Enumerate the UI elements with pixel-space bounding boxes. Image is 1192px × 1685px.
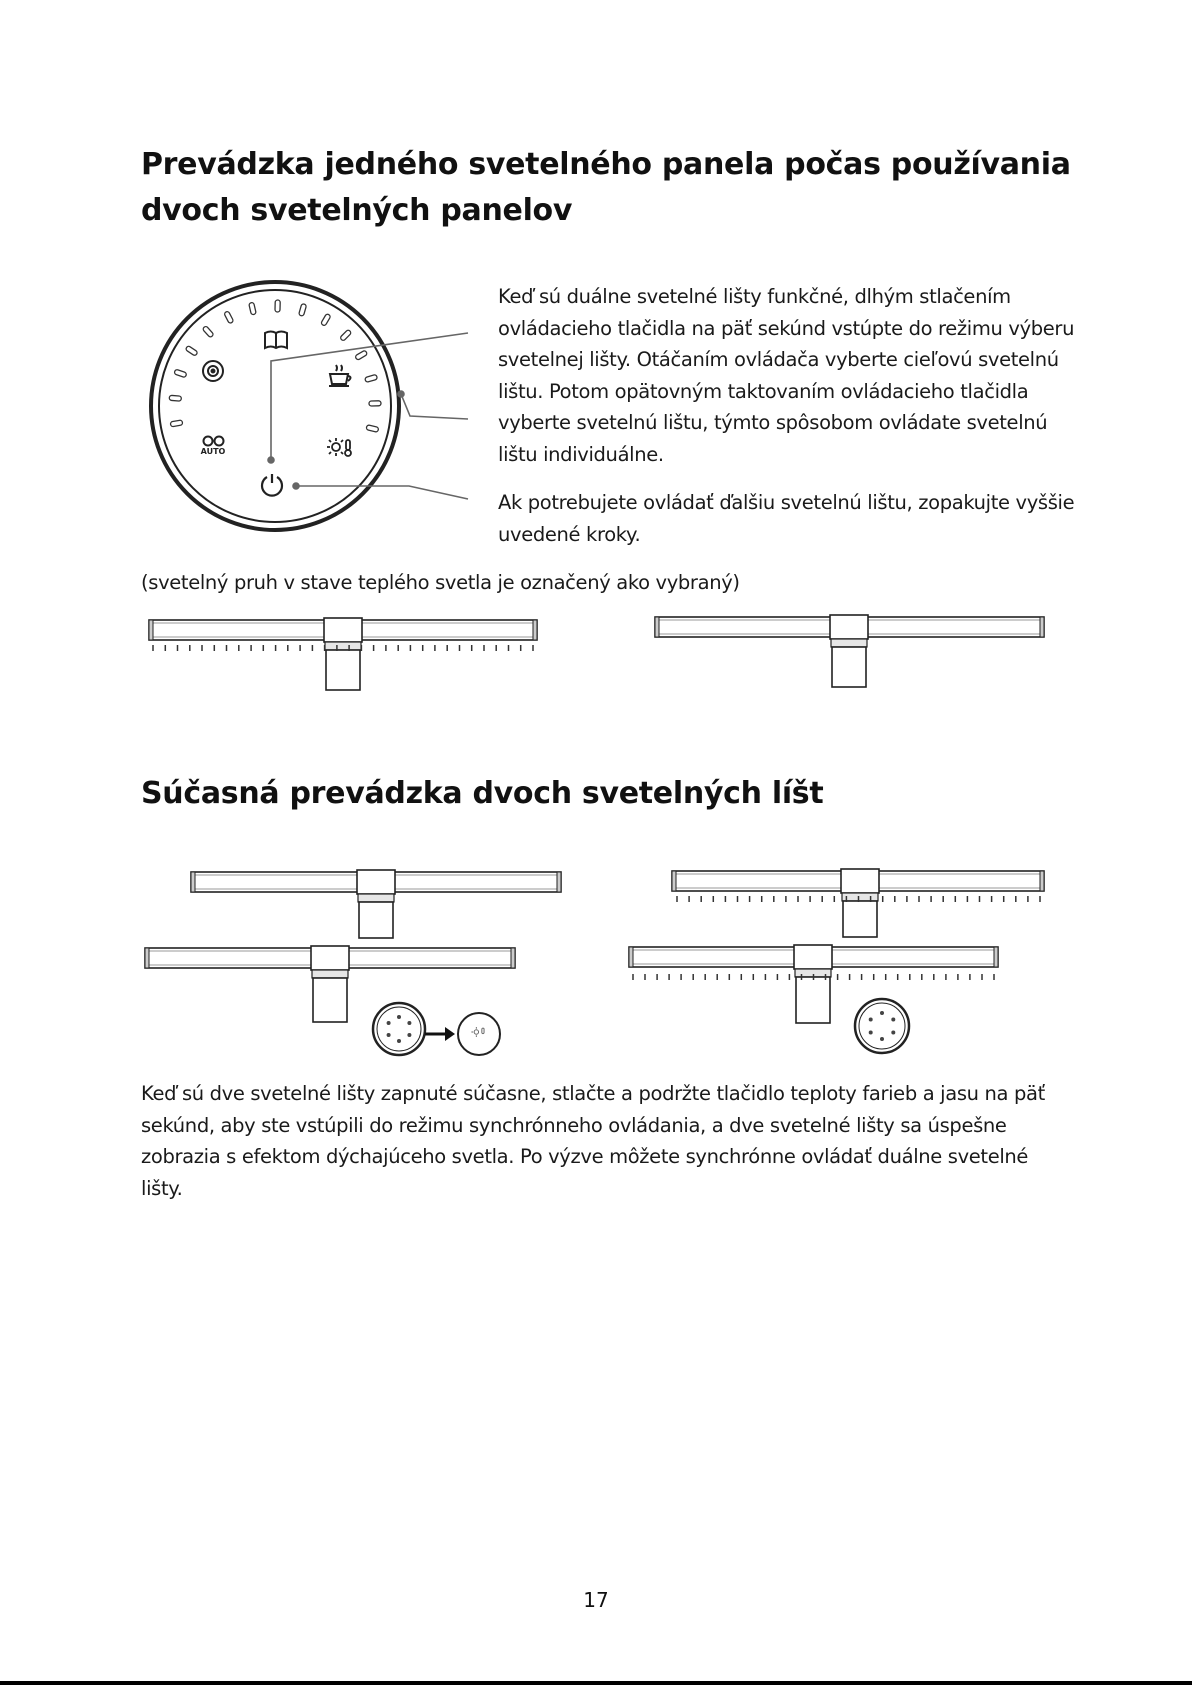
paragraph-sync-mode: Keď sú dve svetelné lišty zapnuté súčasne, stlačte a podržte tlačidlo teploty farieb a jasu na päť sekúnd, aby ste vstúpili do režimu synchrónneho ovládania, a dve svetelné lišty sa úspešne zobrazia s efektom dýchajúceho svetla. Po výzve môžete synchrónne ovládať duálne svetelné lišty. xyxy=(141,1082,1045,1200)
bar-clamp xyxy=(794,945,832,1023)
light-bars xyxy=(145,615,1044,1023)
dial-icon-dot xyxy=(397,1015,401,1019)
heading-single-bar: Prevádzka jedného svetelného panela počas používania dvoch svetelných panelov xyxy=(141,147,1071,228)
heading-sync-operation: Súčasná prevádzka dvoch svetelných líšt xyxy=(141,776,824,811)
dial-icon-dot xyxy=(387,1021,391,1025)
small-dial-brightness xyxy=(458,1013,500,1055)
bar-clamp xyxy=(324,618,362,690)
bar-clamp xyxy=(357,870,395,938)
bottom-rule xyxy=(0,1681,1192,1685)
paragraph-repeat-steps: Ak potrebujete ovládať ďalšiu svetelnú lištu, zopakujte vyššie uvedené kroky. xyxy=(498,491,1075,546)
arrow-right-icon xyxy=(425,1027,455,1041)
small-dial-left xyxy=(373,1003,425,1055)
dial-icon-dot xyxy=(869,1018,873,1022)
small-dial-right xyxy=(855,999,909,1053)
light-bar xyxy=(145,946,515,1022)
dial-icon-dot xyxy=(880,1037,884,1041)
bar-clamp xyxy=(311,946,349,1022)
dial-icon-dot xyxy=(869,1031,873,1035)
page-number: 17 xyxy=(583,1588,609,1612)
paragraph-select-mode: Keď sú duálne svetelné lišty funkčné, dlhým stlačením ovládacieho tlačidla na päť sekúnd vstúpte do režimu výberu svetelnej lišty. Otáčaním ovládača vyberte cieľovú svetelnú lištu. Potom opätovným taktovaním ovládacieho tlačidla vyberte svetelnú lištu, týmto spôsobom ovládate svetelnú lištu individuálne. xyxy=(498,285,1075,466)
light-bar xyxy=(655,615,1044,687)
light-bar xyxy=(149,618,537,690)
dial-icon-dot xyxy=(880,1011,884,1015)
bar-clamp xyxy=(841,869,879,937)
light-bar xyxy=(191,870,561,938)
dial-icon-dot xyxy=(891,1031,895,1035)
auto-label: AUTO xyxy=(200,447,226,456)
dial-icon-dot xyxy=(407,1021,411,1025)
dial-icon-dot xyxy=(387,1033,391,1037)
dial-icon-dot xyxy=(407,1033,411,1037)
dial-icon-dot xyxy=(891,1018,895,1022)
light-bar xyxy=(672,869,1044,937)
brightness-icon xyxy=(471,1027,484,1037)
dial-icon-dot xyxy=(397,1039,401,1043)
bar-clamp xyxy=(830,615,868,687)
figure-caption: (svetelný pruh v stave teplého svetla je označený ako vybraný) xyxy=(141,571,740,594)
light-bar xyxy=(629,945,998,1023)
